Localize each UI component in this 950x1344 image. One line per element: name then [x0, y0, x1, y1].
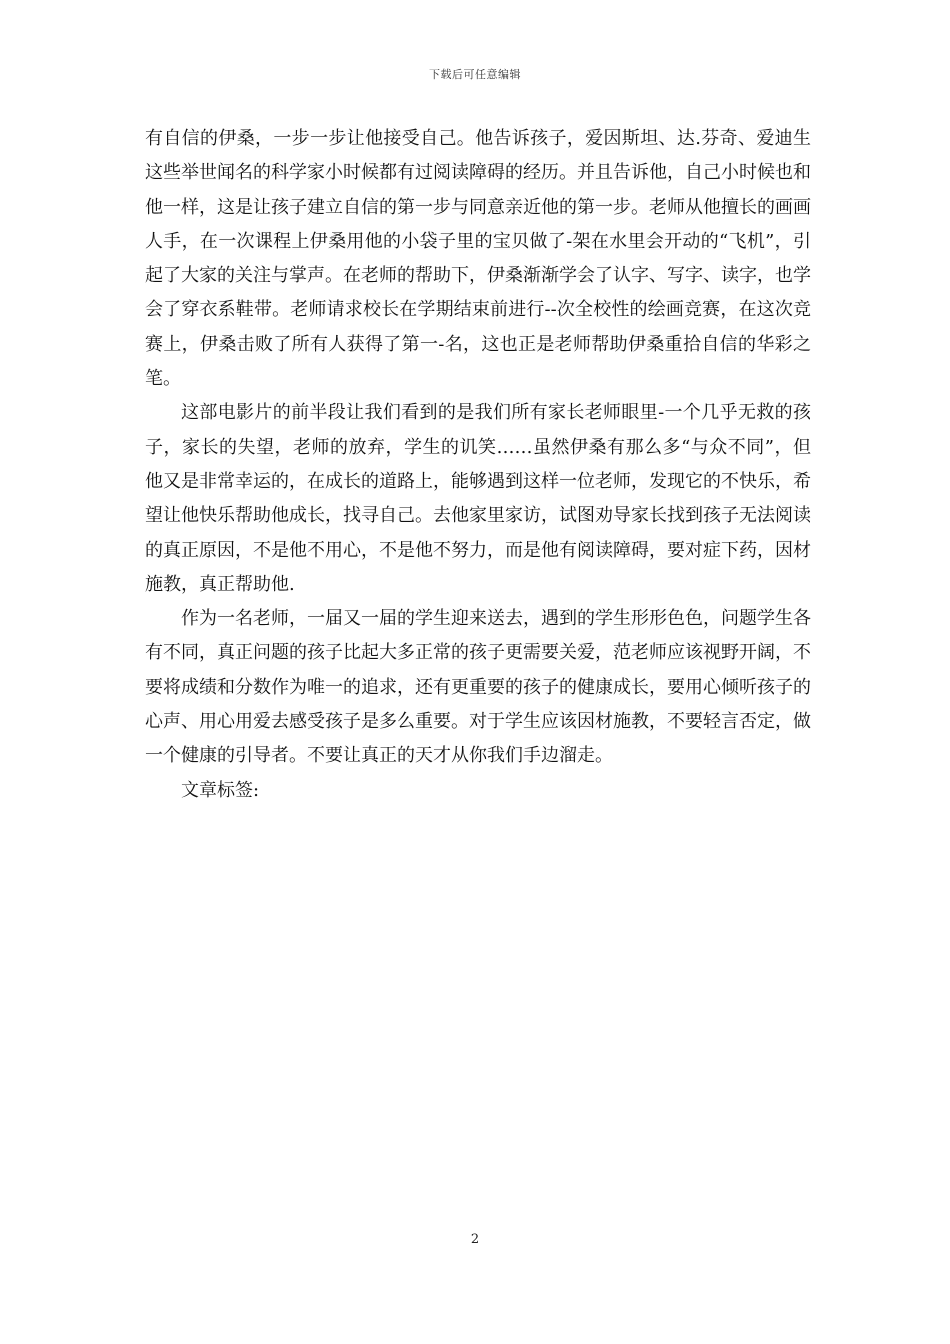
page-header-note: 下载后可任意编辑: [429, 68, 521, 81]
article-body: [145, 122, 811, 808]
paragraph-3: 作为一名老师，一届又一届的学生迎来送去，遇到的学生形形色色，问题学生各有不同，真正问题的孩子比起大多正常的孩子更需要关爱，范老师应该视野开阔，不要将成绩和分数作为唯一的追求，还有更重要的孩子的健康成长，要用心倾听孩子的心声、用心用爱去感受孩子是多么重要。对于学生应该因材施教，不要轻言否定，做一个健康的引导者。不要让真正的天才从你我们手边溜走。: [145, 608, 811, 767]
article-tags-label: 文章标签:: [181, 779, 260, 801]
page-number: 2: [470, 1232, 480, 1247]
paragraph-1: 有自信的伊桑，一步一步让他接受自己。他告诉孩子，爱因斯坦、达.芬奇、爱迪生这些举世闻名的科学家小时候都有过阅读障碍的经历。并且告诉他，自己小时候也和他一样，这是让孩子建立自信的第一步与同意亲近他的第一步。老师从他擅长的画画人手，在一次课程上伊桑用他的小袋子里的宝贝做了-架在水里会开动的“飞机”，引起了大家的关注与掌声。在老师的帮助下，伊桑渐渐学会了认字、写字、读字，也学会了穿衣系鞋带。老师请求校长在学期结束前进行--次全校性的绘画竞赛，在这次竞赛上，伊桑击败了所有人获得了第一-名，这也正是老师帮助伊桑重拾自信的华彩之笔。: [145, 128, 811, 390]
paragraph-2: 这部电影片的前半段让我们看到的是我们所有家长老师眼里-一个几乎无救的孩子，家长的失望，老师的放弃，学生的讥笑……虽然伊桑有那么多“与众不同”，但他又是非常幸运的，在成长的道路上，能够遇到这样一位老师，发现它的不快乐，希望让他快乐帮助他成长，找寻自己。去他家里家访，试图劝导家长找到孩子无法阅读的真正原因，不是他不用心，不是他不努力，而是他有阅读障碍，要对症下药，因材施教，真正帮助他.: [145, 402, 811, 595]
